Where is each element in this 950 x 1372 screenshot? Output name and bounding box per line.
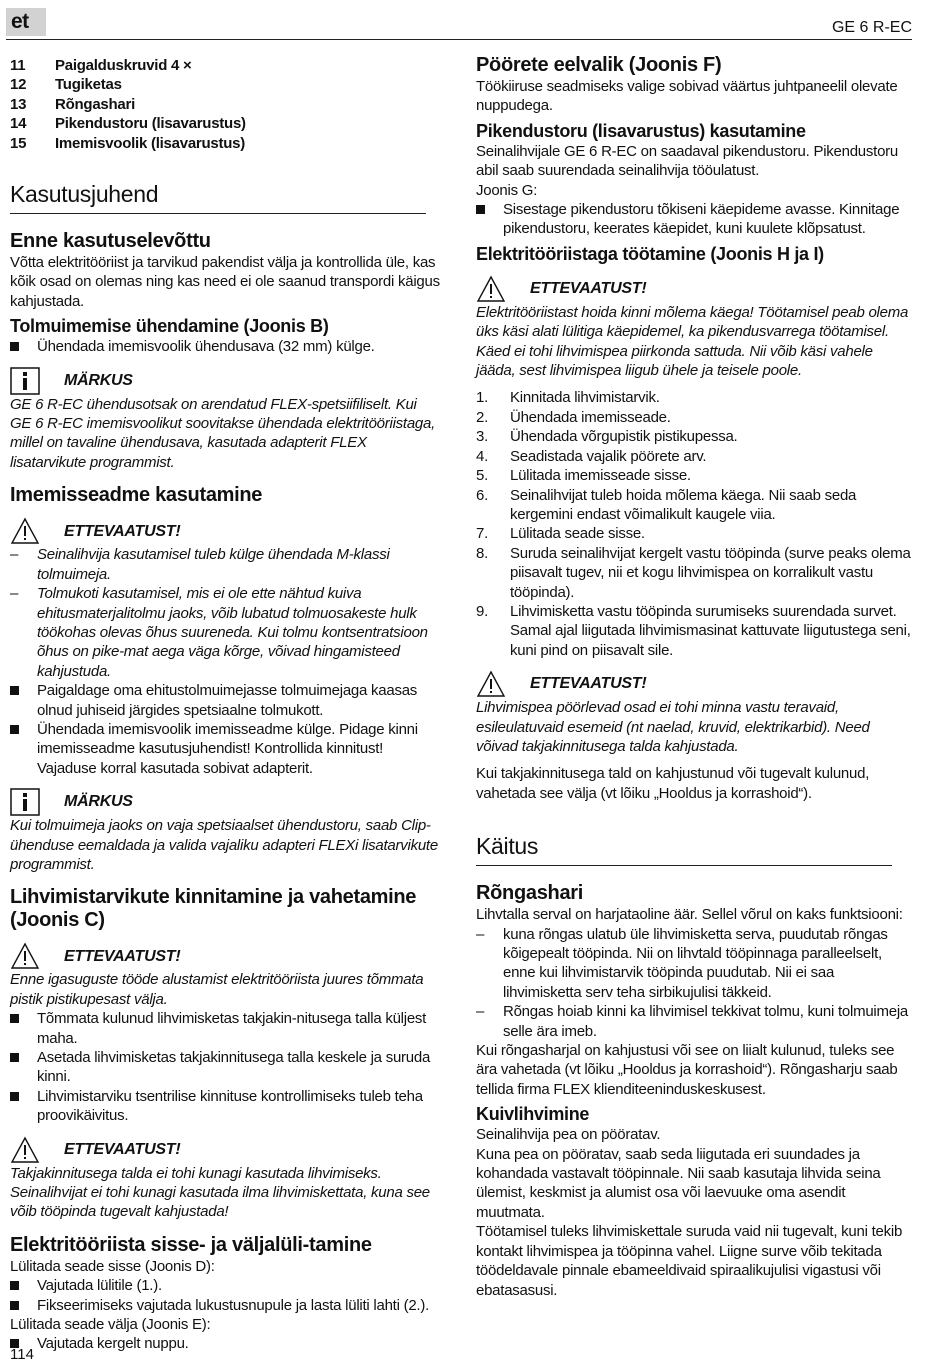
info-icon bbox=[10, 788, 40, 816]
bullet-text: Vajutada lülitile (1.). bbox=[37, 1277, 162, 1295]
bullet-item bbox=[10, 720, 440, 778]
step-number: 9. bbox=[476, 602, 489, 620]
heading-ring-brush: Rõngashari bbox=[476, 882, 584, 905]
parts-number: 13 bbox=[10, 95, 27, 113]
paragraph-speed: Töökiiruse seadmiseks valige sobivad väärtus juhtpaneelil olevate nuppudega. bbox=[476, 78, 898, 115]
parts-label: Paigalduskruvid 4 × bbox=[55, 57, 192, 74]
bullet-item bbox=[10, 681, 440, 720]
warning-label: ETTEVAATUST! bbox=[64, 947, 181, 965]
parts-label: Imemisvoolik (lisavarustus) bbox=[55, 134, 245, 152]
warning-header bbox=[10, 942, 440, 970]
warning-triangle-icon bbox=[10, 1136, 40, 1164]
bullet-item bbox=[10, 1276, 440, 1295]
bullet-square-icon bbox=[10, 1301, 19, 1310]
list-item bbox=[476, 388, 912, 407]
heading-extension-tube: Pikendustoru (lisavarustus) kasutamine bbox=[476, 120, 806, 141]
step-text: Ühendada võrgupistik pistikupessa. bbox=[510, 428, 738, 446]
bullet-square-icon bbox=[10, 1281, 19, 1290]
step-number: 8. bbox=[476, 544, 489, 562]
parts-number: 14 bbox=[10, 115, 27, 133]
parts-label: Rõngashari bbox=[55, 95, 136, 113]
bullet-square-icon bbox=[476, 205, 485, 214]
dash-text: Seinalihvija kasutamisel tuleb külge ühendada M-klassi tolmuimeja. bbox=[37, 546, 390, 583]
right-column bbox=[476, 52, 912, 1300]
section-title-operation: Käitus bbox=[476, 833, 892, 866]
list-item bbox=[10, 95, 440, 114]
paragraph-switch-on: Lülitada seade sisse (Joonis D): bbox=[10, 1257, 215, 1275]
step-number: 7. bbox=[476, 525, 489, 543]
bullet-text: Ühendada imemisvoolik ühendusava (32 mm) külge. bbox=[37, 338, 375, 356]
bullet-square-icon bbox=[10, 686, 19, 695]
warning-header bbox=[10, 1136, 440, 1164]
step-text: Kinnitada lihvimistarvik. bbox=[510, 389, 660, 407]
list-item bbox=[10, 56, 440, 75]
paragraph-dry-3: Töötamisel tuleks lihvimiskettale suruda vaid nii tugevalt, kuni tekib kontakt lihvimispea ja tööpinna vahel. Liigne surve võib tekitada töödeldavale pinnale ebameeldivaid spiraalikujulisi vigastusi või ebatasasusi. bbox=[476, 1223, 903, 1299]
step-text: Lülitada imemisseade sisse. bbox=[510, 467, 691, 485]
bullet-square-icon bbox=[10, 725, 19, 734]
paragraph-dry-2: Kuna pea on pööratav, saab seda liigutada eri suundades ja kohandada vastavalt tööpinnale. Nii saab kasutaja lihvida seina ülemist, keskmist ja alumist osa või laevuuke oma asendit muutmata. bbox=[476, 1145, 881, 1221]
language-tab: et bbox=[6, 8, 46, 36]
note-label: MÄRKUS bbox=[64, 371, 133, 389]
list-item bbox=[10, 134, 440, 153]
step-number: 2. bbox=[476, 408, 489, 426]
info-icon bbox=[10, 367, 40, 395]
warning-header bbox=[476, 670, 912, 698]
heading-before-use: Enne kasutuselevõttu bbox=[10, 230, 211, 253]
paragraph-dry-1: Seinalihvija pea on pööratav. bbox=[476, 1126, 661, 1144]
warning-text: Elektritööriistast hoida kinni mõlema käega! Töötamisel peab olema üks käsi alati lülitiga käepidemel, ka pikendusvarrega töötamisel. Käed ei tohi lihvimispea piirkonda sattuda. Nii võib käsi vahele jääda, sest lihvimispea liigub ühele ja teisele poole. bbox=[476, 303, 909, 380]
step-number: 5. bbox=[476, 467, 489, 485]
warning-header bbox=[476, 275, 912, 303]
list-item bbox=[476, 602, 912, 660]
heading-speed-preselection: Pöörete eelvalik (Joonis F) bbox=[476, 54, 722, 76]
step-text: Seinalihvijat tuleb hoida mõlema käega. Nii saab seda kergemini endast võimalikult kaugele viia. bbox=[510, 486, 857, 523]
bullet-text: Ühendada imemisvoolik imemisseadme külge. Pidage kinni imemisseadme kasutusjuhendist! Kontrollida kinnitust! Vajaduse korral kasutada sobivat adapterit. bbox=[37, 720, 418, 777]
warning-triangle-icon bbox=[10, 517, 40, 545]
list-item bbox=[476, 466, 912, 485]
bullet-text: Lihvimistarviku tsentrilise kinnituse kontrollimiseks tuleb teha proovikäivitus. bbox=[37, 1087, 423, 1125]
warning-text: Enne igasuguste tööde alustamist elektritööriista juures tõmmata pistik pistikupesast välja. bbox=[10, 971, 424, 1008]
warning-label: ETTEVAATUST! bbox=[64, 522, 181, 540]
step-text: Lihvimisketta vastu tööpinda surumiseks suurendada survet. Samal ajal liigutada lihvimismasinat kattuvate liigutustega seni, kuni pind on piisavalt sile. bbox=[510, 602, 911, 659]
warning-triangle-icon bbox=[476, 670, 506, 698]
warning-label: ETTEVAATUST! bbox=[530, 280, 647, 298]
bullet-text: Tõmmata kulunud lihvimisketas takjakin-nitusega talla küljest maha. bbox=[37, 1010, 427, 1047]
paragraph-ring-replace: Kui rõngasharjal on kahjustusi või see on liialt kulunud, tuleks see ära vahetada (vt lõiku „Hooldus ja korrashoid“). Rõngasharju saab tellida firma FLEX klienditeeninduskeskusest. bbox=[476, 1042, 898, 1098]
page-number: 114 bbox=[10, 1346, 34, 1363]
bullet-item bbox=[10, 1048, 440, 1087]
step-number: 1. bbox=[476, 389, 489, 407]
step-number: 4. bbox=[476, 447, 489, 465]
note-header bbox=[10, 367, 440, 395]
note-label: MÄRKUS bbox=[64, 793, 133, 811]
step-number: 6. bbox=[476, 486, 489, 504]
bullet-item bbox=[10, 337, 440, 356]
heading-dust-connection: Tolmuimemise ühendamine (Joonis B) bbox=[10, 316, 329, 337]
note-text: Kui tolmuimeja jaoks on vaja spetsiaalset ühendustoru, saab Clip-ühenduse eemaldada ja valida vajaliku adapteri FLEXi lisatarvikute programmist. bbox=[10, 817, 438, 873]
bullet-item bbox=[10, 1087, 440, 1126]
heading-attach-accessories: Lihvimistarvikute kinnitamine ja vahetamine (Joonis C) bbox=[10, 886, 417, 932]
note-text: GE 6 R-EC ühendusotsak on arendatud FLEX-spetsiifiliselt. Kui GE 6 R-EC imemisvoolikut soovitakse ühendada elektritööriistaga, millel on tavaline ühendusava, kasutada adapterit FLEX lisatarvikute programmist. bbox=[10, 395, 436, 471]
parts-number: 11 bbox=[10, 57, 26, 74]
heading-working-with-tool: Elektritööriistaga töötamine (Joonis H ja I) bbox=[476, 243, 824, 264]
list-item bbox=[476, 427, 912, 446]
warning-label: ETTEVAATUST! bbox=[64, 1140, 181, 1158]
parts-number: 15 bbox=[10, 134, 27, 152]
paragraph-worn-pad: Kui takjakinnitusega tald on kahjustunud või tugevalt kulunud, vahetada see välja (vt lõiku „Hooldus ja korrashoid“). bbox=[476, 765, 870, 802]
paragraph-before-use: Võtta elektritööriist ja tarvikud pakendist välja ja kontrollida üle, kas kõik osad on olemas ning kas need ei ole saanud transpordi käigus kahjustada. bbox=[10, 254, 440, 310]
parts-label: Pikendustoru (lisavarustus) bbox=[55, 115, 246, 133]
step-text: Suruda seinalihvijat kergelt vastu tööpinda (surve peaks olema piisavalt tugev, nii et kogu lihvimispea on korralikult vastu tööpinda). bbox=[510, 544, 911, 601]
list-item bbox=[476, 524, 912, 543]
list-item bbox=[10, 114, 440, 133]
model-name: GE 6 R-EC bbox=[831, 19, 912, 36]
heading-suction-device: Imemisseadme kasutamine bbox=[10, 484, 263, 507]
paragraph-figure-g: Joonis G: bbox=[476, 181, 538, 199]
paragraph-ring-intro: Lihvtalla serval on harjataoline äär. Sellel võrul on kaks funktsiooni: bbox=[476, 906, 903, 924]
parts-number: 12 bbox=[10, 76, 27, 94]
dash-marker: – bbox=[10, 585, 19, 603]
step-number: 3. bbox=[476, 428, 489, 446]
bullet-text: Paigaldage oma ehitustolmuimejasse tolmuimejaga kaasas olnud juhiseid järgides spetsiaalne tolmukott. bbox=[37, 682, 418, 719]
bullet-square-icon bbox=[10, 1053, 19, 1062]
bullet-text: Asetada lihvimisketas takjakinnitusega talla keskele ja suruda kinni. bbox=[37, 1049, 431, 1086]
heading-switch-on-off: Elektritööriista sisse- ja väljalüli-tamine bbox=[10, 1233, 372, 1256]
bullet-text: Fikseerimiseks vajutada lukustusnupule ja lasta lüliti lahti (2.). bbox=[37, 1296, 430, 1314]
warning-text: Lihvimispea pöörlevad osad ei tohi minna vastu teravaid, esileulatuvaid esemeid (nt naelad, kruvid, elektrikarbid). Need võivad takjakinnitusega talda kahjustada. bbox=[476, 699, 870, 755]
bullet-square-icon bbox=[10, 1014, 19, 1023]
bullet-square-icon bbox=[10, 342, 19, 351]
list-item bbox=[476, 486, 912, 525]
bullet-item bbox=[10, 1334, 440, 1353]
bullet-text: Sisestage pikendustoru tõkiseni käepideme avasse. Kinnitage pikendustoru, keerates käepidet, kuni kuulete klõpsatust. bbox=[503, 201, 900, 238]
dash-item bbox=[476, 925, 912, 1003]
step-text: Seadistada vajalik pöörete arv. bbox=[510, 447, 707, 465]
warning-triangle-icon bbox=[10, 942, 40, 970]
warning-header bbox=[10, 517, 440, 545]
dash-text: Tolmukoti kasutamisel, mis ei ole ette nähtud kuiva ehitusmaterjalitolmu jaoks, võib lubatud tolmuosakeste hulk töökohas olevas õhus suureneda. Kui tolmu kontsentratsioon õhus on pike-mat aega väga kõrge, võivad hingamisteed kahjustuda. bbox=[37, 585, 428, 680]
section-title-usage: Kasutusjuhend bbox=[10, 181, 426, 214]
header-rule bbox=[6, 39, 912, 40]
paragraph-switch-off: Lülitada seade välja (Joonis E): bbox=[10, 1316, 211, 1334]
step-text: Ühendada imemisseade. bbox=[510, 408, 671, 426]
parts-label: Tugiketas bbox=[55, 76, 122, 94]
heading-dry-sanding: Kuivlihvimine bbox=[476, 1104, 590, 1125]
paragraph-extension: Seinalihvijale GE 6 R-EC on saadaval pikendustoru. Pikendustoru abil saab suurendada seinalihvija tööulatust. bbox=[476, 142, 898, 180]
bullet-item bbox=[10, 1009, 440, 1048]
left-column bbox=[10, 52, 440, 1354]
dash-text: Rõngas hoiab kinni ka lihvimisel tekkivat tolmu, kuni tolmuimeja selle ära imeb. bbox=[503, 1003, 909, 1040]
list-item bbox=[476, 544, 912, 602]
list-item bbox=[10, 75, 440, 94]
warning-text: Takjakinnitusega talda ei tohi kunagi kasutada lihvimiseks. Seinalihvijat ei tohi kunagi kasutada ilma lihvimiskettata, kuna see võib tööpinda tugevalt kahjustada! bbox=[10, 1164, 430, 1221]
bullet-item bbox=[10, 1296, 440, 1315]
note-header bbox=[10, 788, 440, 816]
dash-marker: – bbox=[10, 546, 19, 564]
bullet-square-icon bbox=[10, 1092, 19, 1101]
dash-item bbox=[10, 545, 440, 584]
dash-item bbox=[476, 1002, 912, 1041]
dash-marker: – bbox=[476, 1003, 485, 1021]
parts-list bbox=[10, 56, 440, 153]
warning-triangle-icon bbox=[476, 275, 506, 303]
list-item bbox=[476, 447, 912, 466]
bullet-item bbox=[476, 200, 912, 239]
list-item bbox=[476, 408, 912, 427]
bullet-text: Vajutada kergelt nuppu. bbox=[37, 1335, 189, 1353]
warning-label: ETTEVAATUST! bbox=[530, 675, 647, 693]
steps-list bbox=[476, 388, 912, 660]
step-text: Lülitada seade sisse. bbox=[510, 525, 645, 543]
dash-marker: – bbox=[476, 925, 485, 943]
dash-text: kuna rõngas ulatub üle lihvimisketta serva, puudutab rõngas kõigepealt tööpinda. Nii on lihvtald tööpinnaga paralleelselt, enne kui lihvimistarvik tööpinda puudutab. Nii ei saa lihvimisketta serv teha sirbikujulisi täkkeid. bbox=[503, 925, 888, 1001]
dash-item bbox=[10, 584, 440, 681]
